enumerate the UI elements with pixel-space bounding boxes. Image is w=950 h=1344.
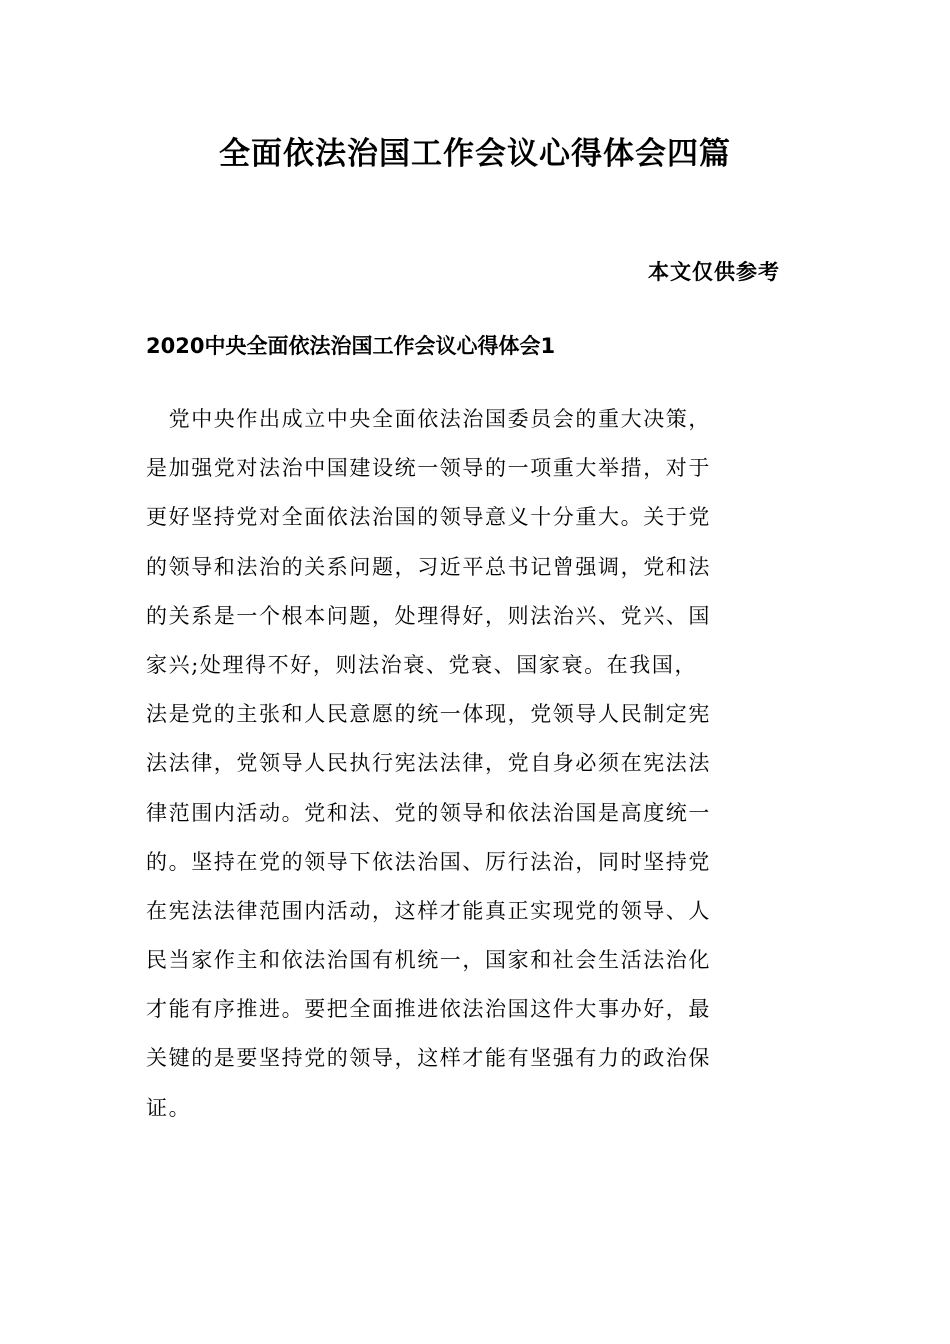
document-title: 全面依法治国工作会议心得体会四篇 xyxy=(219,136,731,172)
paragraph-line: 法法律，党领导人民执行宪法法律，党自身必须在宪法法 xyxy=(146,751,711,776)
paragraph-line: 关键的是要坚持党的领导，这样才能有坚强有力的政治保 xyxy=(146,1046,711,1071)
paragraph-line: 更好坚持党对全面依法治国的领导意义十分重大。关于党 xyxy=(146,505,711,530)
reference-note: 本文仅供参考 xyxy=(648,260,780,284)
paragraph-line: 的。坚持在党的领导下依法治国、厉行法治，同时坚持党 xyxy=(146,849,711,874)
paragraph-line: 在宪法法律范围内活动，这样才能真正实现党的领导、人 xyxy=(146,898,711,923)
paragraph-line: 民当家作主和依法治国有机统一，国家和社会生活法治化 xyxy=(146,948,711,973)
paragraph-line: 的领导和法治的关系问题，习近平总书记曾强调，党和法 xyxy=(146,554,711,579)
paragraph-line: 律范围内活动。党和法、党的领导和依法治国是高度统一 xyxy=(146,800,711,825)
paragraph-line: 家兴;处理得不好，则法治衰、党衰、国家衰。在我国， xyxy=(146,652,698,677)
paragraph-line: 证。 xyxy=(146,1095,192,1120)
paragraph-line: 党中央作出成立中央全面依法治国委员会的重大决策， xyxy=(146,407,711,431)
section-heading: 2020中央全面依法治国工作会议心得体会1 xyxy=(146,334,556,358)
paragraph-line: 是加强党对法治中国建设统一领导的一项重大举措，对于 xyxy=(146,456,711,481)
paragraph-line: 的关系是一个根本问题，处理得好，则法治兴、党兴、国 xyxy=(146,603,711,628)
body-paragraph xyxy=(146,395,806,1133)
paragraph-line: 法是党的主张和人民意愿的统一体现，党领导人民制定宪 xyxy=(146,702,711,727)
paragraph-line: 才能有序推进。要把全面推进依法治国这件大事办好，最 xyxy=(146,997,711,1022)
